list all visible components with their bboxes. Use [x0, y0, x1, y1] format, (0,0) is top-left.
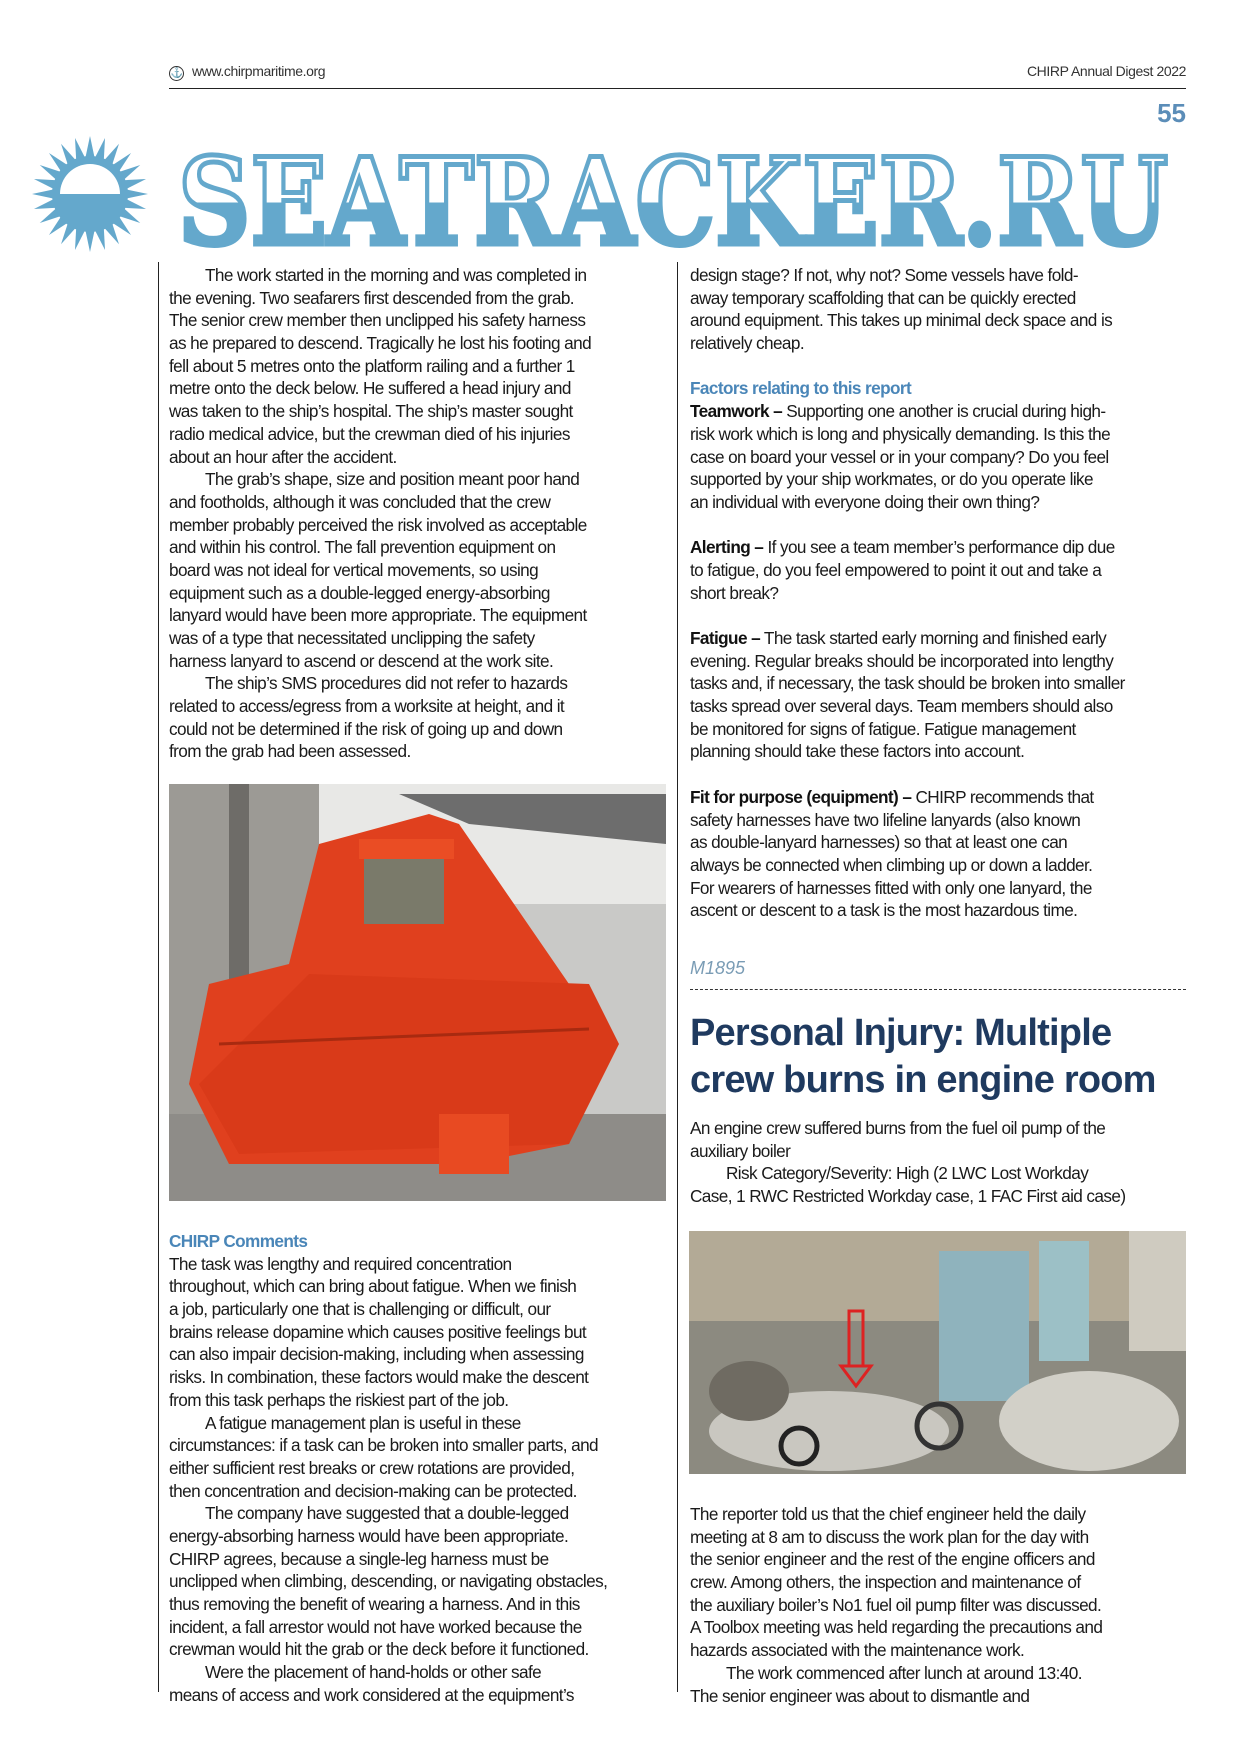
factor-label: Alerting –	[690, 537, 764, 558]
text-line: A fatigue management plan is useful in these	[205, 1412, 521, 1433]
left-intro-text	[169, 264, 591, 763]
text-line: around equipment. This takes up minimal deck space and is	[690, 310, 1113, 331]
sun-ray	[85, 136, 94, 158]
spacer	[690, 514, 1125, 537]
website-link[interactable]	[169, 63, 325, 81]
center-column-divider	[677, 262, 678, 1692]
report-separator	[690, 989, 1186, 990]
text-line: harness lanyard to ascend or descend at the work site.	[169, 650, 554, 671]
summary-line: An engine crew suffered burns from the fuel oil pump of the	[690, 1118, 1106, 1138]
report-title-line: Personal Injury: Multiple	[690, 1012, 1112, 1054]
factor-line	[690, 786, 1125, 809]
text-line: relatively cheap.	[690, 333, 804, 354]
text-line: meeting at 8 am to discuss the work plan for the day with	[690, 1526, 1089, 1547]
report-title-line: crew burns in engine room	[690, 1059, 1156, 1101]
text-line: then concentration and decision-making can be protected.	[169, 1480, 577, 1501]
comments-heading: CHIRP Comments	[169, 1231, 308, 1251]
text-line: unclipped when climbing, descending, or navigating obstacles,	[169, 1571, 608, 1592]
text-line: The reporter told us that the chief engineer held the daily	[690, 1504, 1086, 1524]
engine-room-photo	[689, 1231, 1186, 1474]
seatracker-watermark-logo	[0, 132, 1180, 256]
factor-line: be monitored for signs of fatigue. Fatigue management	[690, 718, 1076, 739]
text-line: The ship’s SMS procedures did not refer to hazards	[205, 673, 568, 694]
publication-title: CHIRP Annual Digest 2022	[1026, 63, 1186, 79]
text-line: as he prepared to descend. Tragically he lost his footing and	[169, 333, 592, 354]
website-url: www.chirpmaritime.org	[192, 63, 326, 79]
text-line: from this task perhaps the riskiest part of the job.	[169, 1389, 509, 1410]
report-title	[690, 1010, 1156, 1104]
text-line: means of access and work considered at the equipment’s	[169, 1684, 574, 1705]
text-line: member probably perceived the risk involved as acceptable	[169, 514, 587, 535]
watermark-text: SEATRACKER.RU	[178, 132, 1168, 256]
text-line: The work started in the morning and was completed in	[205, 265, 587, 285]
spacer	[690, 355, 1125, 378]
text-line: The task was lengthy and required concentration	[169, 1253, 512, 1274]
sun-ray	[32, 189, 54, 198]
factor-line: For wearers of harnesses fitted with only one lanyard, the	[690, 877, 1092, 898]
text-line: energy-absorbing harness would have been appropriate.	[169, 1525, 569, 1546]
text-line: and footholds, although it was concluded that the crew	[169, 491, 551, 512]
text-line: design stage? If not, why not? Some vessels have fold-	[690, 265, 1078, 285]
text-line: throughout, which can bring about fatigue. When we finish	[169, 1276, 577, 1297]
factor-line: tasks spread over several days. Team members should also	[690, 696, 1113, 717]
factor-text: The task started early morning and finished early	[760, 628, 1107, 648]
text-line: hazards associated with the maintenance work.	[690, 1640, 1025, 1661]
right-column-text	[690, 264, 1125, 922]
spacer	[690, 763, 1125, 786]
factor-label: Fatigue –	[690, 628, 761, 648]
text-line: equipment such as a double-legged energy-absorbing	[169, 582, 550, 603]
text-line: radio medical advice, but the crewman died of his injuries	[169, 423, 570, 444]
text-line: away temporary scaffolding that can be quickly erected	[690, 287, 1076, 308]
report-reference: M1895	[690, 958, 746, 978]
text-line: fell about 5 metres onto the platform railing and a further 1	[169, 355, 575, 376]
factor-label: Teamwork –	[690, 401, 783, 422]
text-line: could not be determined if the risk of going up and down	[169, 718, 563, 739]
text-line: can also impair decision-making, including when assessing	[169, 1344, 584, 1365]
text-line: brains release dopamine which causes positive feelings but	[169, 1321, 587, 1342]
text-line: was of a type that necessitated unclipping the safety	[169, 628, 535, 648]
text-line: thus removing the benefit of wearing a harness. And in this	[169, 1594, 580, 1614]
page-number: 55	[1157, 98, 1186, 128]
text-line: from the grab had been assessed.	[169, 741, 411, 762]
text-line: The grab’s shape, size and position meant poor hand	[205, 469, 580, 490]
text-line: circumstances: if a task can be broken into smaller parts, and	[169, 1435, 598, 1456]
factor-label: Fit for purpose (equipment) –	[690, 786, 912, 807]
factors-heading: Factors relating to this report	[690, 378, 912, 399]
text-line: The senior engineer was about to dismantle and	[690, 1685, 1030, 1706]
text-line: crewman would hit the grab or the deck before it functioned.	[169, 1639, 589, 1660]
factor-line: short break?	[690, 582, 779, 603]
factor-line: tasks and, if necessary, the task should be broken into smaller	[690, 673, 1125, 694]
factor-line	[690, 536, 1125, 559]
factor-line: planning should take these factors into account.	[690, 741, 1025, 762]
header-rule	[169, 88, 1186, 89]
report-body	[690, 1503, 1102, 1707]
sun-icon	[32, 136, 148, 252]
text-line: risks. In combination, these factors would make the descent	[169, 1367, 589, 1388]
factor-line: as double-lanyard harnesses) so that at least one can	[690, 832, 1068, 853]
factor-line: an individual with everyone doing their own thing?	[690, 491, 1040, 512]
factor-line: to fatigue, do you feel empowered to point it out and take a	[690, 559, 1102, 580]
factor-line: always be connected when climbing up or down a ladder.	[690, 854, 1093, 875]
factor-line	[690, 627, 1125, 650]
factor-line: risk work which is long and physically demanding. Is this the	[690, 423, 1111, 444]
text-line: about an hour after the accident.	[169, 446, 397, 467]
factor-text: Supporting one another is crucial during high-	[782, 401, 1106, 422]
factor-line: case on board your vessel or in your company? Do you feel	[690, 446, 1109, 467]
sun-ray	[126, 189, 148, 198]
text-line: the auxiliary boiler’s No1 fuel oil pump filter was discussed.	[690, 1594, 1102, 1615]
text-line: the senior engineer and the rest of the engine officers and	[690, 1549, 1095, 1570]
report-summary	[690, 1117, 1125, 1208]
factor-line: safety harnesses have two lifeline lanyards (also known	[690, 809, 1081, 830]
factor-line: supported by your ship workmates, or do you operate like	[690, 469, 1094, 490]
chirp-comments-section	[169, 1230, 607, 1706]
sun-ray	[85, 230, 94, 252]
text-line: CHIRP agrees, because a single-leg harness must be	[169, 1548, 549, 1569]
text-line: was taken to the ship’s hospital. The ship’s master sought	[169, 401, 573, 422]
summary-line: auxiliary boiler	[690, 1140, 791, 1161]
text-line: The company have suggested that a double-legged	[205, 1503, 569, 1524]
text-line: lanyard would have been more appropriate. The equipment	[169, 605, 587, 626]
left-column-divider	[158, 262, 159, 1692]
factor-line: ascent or descent to a task is the most hazardous time.	[690, 900, 1078, 921]
text-line: and within his control. The fall prevention equipment on	[169, 537, 556, 558]
anchor-icon: ⚓	[170, 68, 183, 79]
text-line: The senior crew member then unclipped his safety harness	[169, 310, 586, 331]
text-line: the evening. Two seafarers first descended from the grab.	[169, 287, 574, 308]
text-line: Were the placement of hand-holds or other safe	[205, 1662, 542, 1683]
text-line: metre onto the deck below. He suffered a head injury and	[169, 378, 571, 399]
text-line: either sufficient rest breaks or crew rotations are provided,	[169, 1457, 575, 1478]
text-line: related to access/egress from a worksite at height, and it	[169, 696, 565, 717]
grab-photo	[169, 784, 666, 1201]
text-line: incident, a fall arrestor would not have worked because the	[169, 1616, 582, 1637]
factor-text: If you see a team member’s performance dip due	[763, 537, 1115, 558]
text-line: a job, particularly one that is challenging or difficult, our	[169, 1299, 551, 1320]
text-line: crew. Among others, the inspection and maintenance of	[690, 1572, 1081, 1593]
factor-line	[690, 400, 1125, 423]
spacer	[690, 604, 1125, 627]
factor-line: evening. Regular breaks should be incorporated into lengthy	[690, 650, 1114, 671]
factor-text: CHIRP recommends that	[911, 786, 1094, 807]
text-line: The work commenced after lunch at around 13:40.	[726, 1662, 1082, 1683]
text-line: board was not ideal for vertical movements, so using	[169, 559, 539, 580]
risk-line: Risk Category/Severity: High (2 LWC Lost Workday	[726, 1163, 1089, 1184]
risk-line: Case, 1 RWC Restricted Workday case, 1 FAC First aid case)	[690, 1186, 1126, 1207]
text-line: A Toolbox meeting was held regarding the precautions and	[690, 1617, 1103, 1638]
